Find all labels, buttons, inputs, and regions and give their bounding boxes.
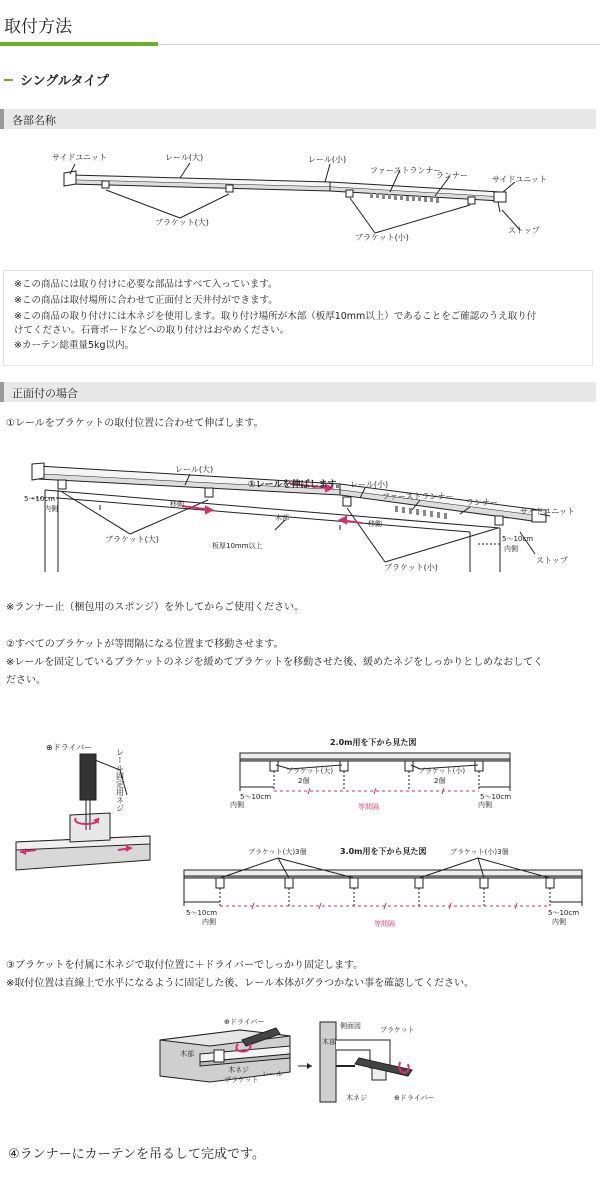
d2-dist-3-right: 5〜10cm xyxy=(548,909,580,917)
step-2-note-line2: ださい。 xyxy=(6,675,46,686)
d2-inner-2-right: 内側 xyxy=(478,801,492,809)
notes-box xyxy=(3,270,593,366)
step-1-text: ①レールをブラケットの取付位置に合わせて伸ばします。 xyxy=(6,418,264,429)
d3-screw-left: 木ネジ xyxy=(228,1066,249,1074)
d2-dist-3-left: 5〜10cm xyxy=(186,909,218,917)
step-2-driver-illustration xyxy=(0,740,150,880)
d3-screw-right: 木ネジ xyxy=(346,1094,367,1102)
d2-count-s-2: 2個 xyxy=(434,777,446,785)
note-5: ※カーテン総重量5kg以内。 xyxy=(14,340,135,351)
step-4-text: ④ランナーにカーテンを吊るして完成です。 xyxy=(8,1147,265,1162)
d1-stop: ストップ xyxy=(536,556,568,565)
step-2-note-line1: ※レールを固定しているブラケットのネジを緩めてブラケットを移動させた後、緩めたネジをしっかりとしめなおしてく xyxy=(6,657,544,668)
label-side-unit-left: サイドユニット xyxy=(52,153,107,162)
label-side-unit-right: サイドユニット xyxy=(492,175,547,184)
note-4: けてください。石膏ボードなどへの取り付けはおやめください。 xyxy=(14,325,290,336)
label-rail-small: レール(小) xyxy=(308,155,347,164)
label-bracket-large: ブラケット(大) xyxy=(155,218,209,227)
note-3: ※この商品の取り付けには木ネジを使用します。取り付け場所が木部（板厚10mm以上）であることをご確認のうえ取り付 xyxy=(14,311,537,322)
label-stop: ストップ xyxy=(508,226,540,235)
d1-dist-left: 5〜10cm xyxy=(24,495,56,503)
d2-count-l-2: 2個 xyxy=(298,777,310,785)
d3-side-view: 側面図 xyxy=(340,1022,361,1030)
step-1-diagram xyxy=(0,450,600,580)
step-3-text: ③ブラケットを付属に木ネジで取付位置に＋ドライバーでしっかり固定します。 xyxy=(6,960,364,971)
d3-bracket-right: ブラケット xyxy=(380,1026,415,1034)
d1-thickness: 板厚10mm以上 xyxy=(212,542,263,550)
d3-driver-left: ⊕ドライバー xyxy=(224,1018,265,1026)
d2-bracket-s-2: ブラケット(小) xyxy=(418,767,466,775)
d3-rail: レール xyxy=(262,1070,283,1078)
d1-rail-large: レール(大) xyxy=(175,465,214,474)
title-underline xyxy=(0,42,600,46)
step-2-text: ②すべてのブラケットが等間隔になる位置まで移動させます。 xyxy=(6,639,284,650)
section-heading-front xyxy=(0,382,596,402)
d1-extend: ①レールを伸ばします。 xyxy=(248,480,345,490)
step-3-note: ※取付位置は直線上で水平になるように固定した後、レール本体がグラつかない事を確認してください。 xyxy=(6,978,475,989)
d1-inner-right: 内側 xyxy=(504,545,518,553)
label-runner: ランナー xyxy=(436,171,468,180)
step-2-view-3m xyxy=(178,840,588,930)
d2-dist-2-right: 5〜10cm xyxy=(480,793,512,801)
parts-diagram xyxy=(0,140,600,260)
d3-bracket-left: ブラケット xyxy=(224,1076,259,1084)
d2-view-2m: 2.0m用を下から見た図 xyxy=(330,738,417,747)
d2-inner-3-right: 内側 xyxy=(552,918,566,926)
d1-move-right: 移動 xyxy=(368,520,382,528)
d2-bracket-s-3: ブラケット(小)3個 xyxy=(450,848,509,856)
d1-runner: ランナー xyxy=(466,498,498,507)
section-heading-parts-label: 各部名称 xyxy=(12,114,56,127)
d1-dist-right: 5〜10cm xyxy=(502,535,534,543)
step-2-view-2m xyxy=(230,735,520,815)
d3-driver-right: ⊕ドライバー xyxy=(394,1094,435,1102)
type-marker xyxy=(4,79,13,81)
page-title: 取付方法 xyxy=(4,17,72,37)
d3-wood-left: 木部 xyxy=(180,1050,194,1058)
d2-screw-label: レール固定用ネジ xyxy=(115,748,125,812)
d1-move-left: 移動 xyxy=(170,500,184,508)
d2-driver: ⊕ドライバー xyxy=(46,743,93,752)
d1-side-unit: サイドユニット xyxy=(520,507,575,516)
d2-bracket-l-3: ブラケット(大)3個 xyxy=(248,848,307,856)
section-heading-parts xyxy=(0,109,596,129)
d2-equal-3: 等間隔 xyxy=(374,920,395,928)
d2-inner-2-left: 内側 xyxy=(230,801,244,809)
step-3-illustration xyxy=(150,1010,460,1110)
d1-wood: 木部 xyxy=(275,514,289,522)
d1-bracket-large: ブラケット(大) xyxy=(105,535,159,544)
d2-view-3m: 3.0m用を下から見た図 xyxy=(340,847,427,856)
runner-stop-note: ※ランナー止（梱包用のスポンジ）を外してからご使用ください。 xyxy=(6,602,305,613)
type-title: シングルタイプ xyxy=(20,74,109,89)
d2-dist-2-left: 5〜10cm xyxy=(240,793,272,801)
d3-wood-right: 木部 xyxy=(322,1038,336,1046)
d1-inner-left: 内側 xyxy=(44,505,58,513)
label-first-runner: ファーストランナー xyxy=(370,166,442,175)
d1-first-runner: ファーストランナー xyxy=(382,492,454,501)
label-rail-large: レール(大) xyxy=(165,153,204,162)
note-2: ※この商品は取付場所に合わせて正面付と天井付ができます。 xyxy=(14,295,278,306)
label-bracket-small: ブラケット(小) xyxy=(355,233,409,242)
note-1: ※この商品には取り付けに必要な部品はすべて入っています。 xyxy=(14,279,278,290)
d1-bracket-small: ブラケット(小) xyxy=(384,563,438,572)
d1-rail-small: レール(小) xyxy=(350,480,389,489)
d2-inner-3-left: 内側 xyxy=(202,918,216,926)
d2-equal-2: 等間隔 xyxy=(358,803,379,811)
d2-bracket-l-2: ブラケット(大) xyxy=(286,767,334,775)
section-heading-front-label: 正面付の場合 xyxy=(12,387,78,400)
